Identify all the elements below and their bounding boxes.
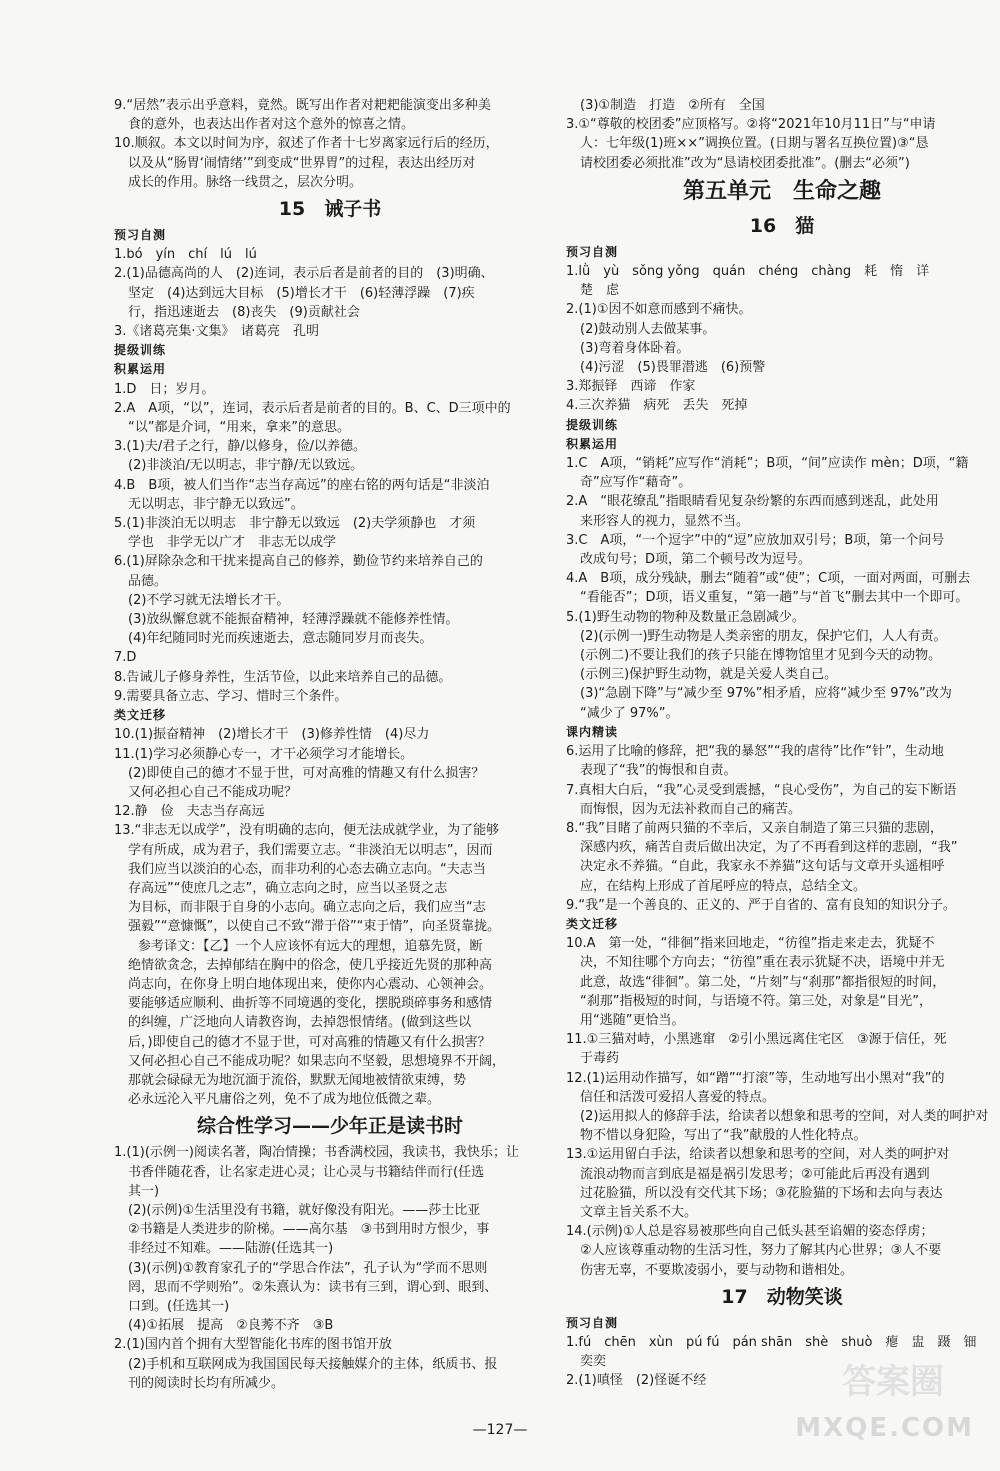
answer-line: 又何必担心自己不能成功呢？	[128, 784, 298, 800]
section-heading: 15 诫子书	[278, 198, 382, 221]
answer-line: 无以明志，非宁静无以致远”。	[128, 496, 304, 512]
answer-line: 3.C A项，“一个逗字”中的“逗”应放加双引号；B项，第一个问号	[566, 532, 945, 548]
answer-line: 我们应当以淡泊的心态，而非功利的心态去确立志向。“夫志当	[128, 861, 486, 877]
answer-line: 其一)	[128, 1183, 160, 1199]
answer-line: 行，指迅速逝去 (8)丧失 (9)贡献社会	[128, 304, 360, 320]
answer-line: 2.A A项，“以”，连词，表示后者是前者的目的。B、C、D三项中的	[114, 400, 511, 416]
answer-line: (4)污涩 (5)畏罪潜逃 (6)预警	[580, 360, 766, 376]
answer-line: 书香伴随花香，让名家走进心灵；让心灵与书籍结伴而行(任选	[128, 1164, 485, 1180]
answer-line: (2)运用拟人的修辞手法，给读者以想象和思考的空间，对人类的呵护对	[580, 1108, 989, 1124]
answer-line: 13.“非志无以成学”，没有明确的志向，便无法成就学业，为了能够	[114, 823, 500, 839]
answer-line: 10.(1)振奋精神 (2)增长才干 (3)修养性情 (4)尽力	[114, 727, 430, 743]
answer-line: (2)(示例)①生活里没有书籍，就好像没有阳光。——莎士比亚	[128, 1202, 481, 1218]
answer-line: 学也 非学无以广才 非志无以成学	[128, 535, 337, 551]
answer-line: 7.D	[114, 650, 137, 666]
watermark-logo: 答案圈	[842, 1362, 944, 1402]
answer-line: 信任和活泼可爱招人喜爱的特点。	[580, 1089, 776, 1105]
answer-line: 伤害无辜，不要欺凌弱小，要与动物和谐相处。	[580, 1262, 854, 1278]
answer-line: 学有所成，成为君子，我们需要立志。“非淡泊无以明志”，因而	[128, 842, 493, 858]
answer-line: 改成句号；D项，第二个顿号改为逗号。	[580, 552, 812, 568]
right-column	[566, 96, 998, 1391]
answer-line: 9.“居然”表示出乎意料，竟然。既写出作者对耙耙能演变出多种美	[114, 98, 491, 113]
answer-line: “减少了 97%”。	[580, 705, 679, 721]
answer-line: (3)“急剧下降”与“减少至 97%”相矛盾，应将“减少至 97%”改为	[580, 686, 952, 702]
answer-line: (2)非淡泊/无以明志，非宁静/无以致远。	[128, 458, 364, 474]
answer-line: 10.A 第一处，“徘徊”指来回地走，“彷徨”指走来走去，犹疑不	[566, 936, 935, 952]
answer-line: 奕奕	[580, 1354, 607, 1370]
answer-line: 坚定 (4)达到远大目标 (5)增长才干 (6)轻薄浮躁 (7)疾	[128, 285, 475, 301]
page-number: —127—	[472, 1422, 528, 1438]
answer-line: 后，)即使自己的德才不显于世，可对高雅的情趣又有什么损害？	[128, 1034, 491, 1050]
answer-line: 11.①三猫对峙，小黑逃窜 ②引小黑远离住宅区 ③源于信任，死	[566, 1032, 947, 1048]
answer-line: 3.(1)夫/君子之行，静/以修身，俭/以养德。	[114, 439, 366, 455]
answer-line: 2.(1)品德高尚的人 (2)连词，表示后者是前者的目的 (3)明确、	[114, 266, 494, 282]
answer-line: 人：七年级(1)班××”调换位置。(日期与署名互换位置)③“恳	[580, 136, 929, 152]
answer-line: 成长的作用。脉络一线贯之，层次分明。	[128, 174, 363, 190]
answer-line: 1.(1)(示例一)阅读名著，陶冶情操；书香满校园，我读书，我快乐；让	[114, 1145, 519, 1161]
answer-line: 物不惜以身犯险，写出了“我”献殷的人性化特点。	[580, 1128, 867, 1144]
answer-line: 1.C A项，“销耗”应写作“消耗”；B项，“间”应读作 mèn；D项，“籍	[566, 456, 969, 472]
answer-line: (2)不学习就无法增长才干。	[128, 592, 290, 608]
section-label: 课内精读	[566, 724, 619, 739]
answer-line: (2)鼓动别人去做某事。	[580, 321, 716, 337]
answer-line: 7.真相大白后，“我”心灵受到震撼，“良心受伤”，为自己的妄下断语	[566, 782, 957, 798]
answer-line: 1.D 日；岁月。	[114, 381, 215, 397]
answer-line: 12.(1)运用动作描写，如“蹭”“打滚”等，生动地写出小黑对“我”的	[566, 1070, 945, 1086]
answer-line: 6.(1)屏除杂念和干扰来提高自己的修养，勤俭节约来培养自己的	[114, 554, 483, 570]
answer-line: (2)(示例一)野生动物是人类亲密的朋友，保护它们，人人有责。	[580, 628, 947, 644]
answer-line: 罔，思而不学则殆”。②朱熹认为：读书有三到，谓心到、眼到、	[128, 1279, 498, 1295]
answer-line: (3)放纵懈怠就不能振奋精神，轻薄浮躁就不能修养性情。	[128, 612, 459, 628]
answer-line: 9.需要具备立志、学习、惜时三个条件。	[114, 688, 348, 704]
answer-line: 又何必担心自己不能成功呢？如果志向不坚毅，思想境界不开阔，	[128, 1053, 506, 1069]
answer-line: 于毒药	[580, 1051, 620, 1067]
answer-line: 强毅”“意慷慨”，以使自己不致“滞于俗”“束于情”，向圣贤靠拢。	[128, 919, 501, 935]
section-label: 积累运用	[114, 362, 167, 377]
answer-line: 1.lǜ yù sǒng yǒng quán chéng chàng 耗 惰 详	[566, 264, 930, 280]
answer-line: 13.①运用留白手法，给读者以想象和思考的空间，对人类的呵护对	[566, 1147, 950, 1163]
answer-line: (3)①制造 打造 ②所有 全国	[580, 98, 765, 113]
answer-line: 8.“我”目睹了前两只猫的不幸后，又亲自制造了第三只猫的悲剧，	[566, 820, 943, 836]
answer-line: 非经过不知难。——陆游(任选其一)	[128, 1241, 334, 1257]
answer-line: 表现了“我”的悔恨和自责。	[580, 763, 737, 779]
answer-line: (2)即使自己的德才不显于世，可对高雅的情趣又有什么损害？	[128, 765, 485, 781]
answer-line: 参考译文：【乙】一个人应该怀有远大的理想，追慕先贤，断	[138, 938, 483, 954]
answer-line: 2.(1)国内首个拥有大型智能化书库的图书馆开放	[114, 1337, 392, 1353]
answer-line: 4.三次养猫 病死 丢失 死掉	[566, 398, 748, 414]
answer-line: 奇”应写作“藉奇”。	[580, 475, 692, 491]
answer-line: (4)年纪随同时光而疾速逝去，意志随同岁月而丧失。	[128, 631, 433, 647]
answer-line: 必永远沦入平凡庸俗之列，免不了成为地位低微之辈。	[128, 1092, 441, 1108]
answer-line: 14.(示例)①人总是容易被那些向自己低头甚至谄媚的姿态俘虏；	[566, 1224, 934, 1240]
answer-line: (4)①拓展 提高 ②良莠不齐 ③B	[128, 1318, 334, 1334]
answer-line: 6.运用了比喻的修辞，把“我的暴怒”“我的虐待”比作“针”，生动地	[566, 744, 944, 760]
answer-line: (3)(示例)①教育家孔子的“学思合作法”，孔子认为“学而不思则	[128, 1260, 488, 1276]
section-label: 预习自测	[566, 1315, 619, 1330]
answer-line: “刹那”指极短的时间，与语境不符。第三处，对象是“目光”，	[580, 993, 932, 1009]
answer-line: 文章主旨关系不大。	[580, 1204, 698, 1220]
answer-line: 5.(1)野生动物的物种及数量正急剧减少。	[566, 609, 805, 625]
answer-line: (示例三)保护野生动物，就是关爱人类自己。	[580, 667, 838, 683]
answer-line: 过花脸猫，所以没有交代其下场；③花脸猫的下场和去向与表达	[580, 1185, 943, 1201]
answer-line: 的纠缠，广泛地向人请教咨询，去掉怨恨情绪。(做到这些以	[128, 1015, 472, 1031]
section-label: 类文迁移	[114, 708, 167, 723]
answer-line: 请校团委必须批准”改为“恳请校团委批准”。(删去“必须”)	[580, 155, 910, 171]
answer-line: (2)手机和互联网成为我国国民每天接触媒介的主体，纸质书、报	[128, 1356, 498, 1372]
answer-line: 品德。	[128, 573, 168, 589]
answer-line: 12.静 俭 夫志当存高远	[114, 804, 265, 820]
answer-line: 绝情欲贪念，去掉郁结在胸中的俗念，使几乎接近先贤的那种高	[128, 957, 493, 973]
section-label: 预习自测	[566, 244, 619, 259]
answer-line: 刊的阅读时长均有所减少。	[128, 1375, 285, 1391]
answer-line: 2.(1)嗔怪 (2)怪诞不经	[566, 1373, 707, 1389]
section-heading: 16 猫	[749, 214, 815, 237]
answer-line: 8.告诫儿子修身养性，生活节俭，以此来培养自己的品德。	[114, 669, 452, 685]
answer-line: 2.(1)①因不如意而感到不痛快。	[566, 302, 752, 318]
answer-line: 深感内疚，痛苦自责后做出决定，为了不再看到这样的悲剧，“我”	[580, 840, 958, 856]
answer-line: 4.B B项，被人们当作“志当存高远”的座右铭的两句话是“非淡泊	[114, 477, 490, 493]
answer-line: 来形容人的视力，显然不当。	[580, 513, 750, 529]
answer-line: 5.(1)非淡泊无以明志 非宁静无以致远 (2)夫学须静也 才须	[114, 516, 476, 532]
answer-line: 10.顺叙。本文以时间为序，叙述了作者十七岁离家远行后的经历，	[114, 136, 499, 152]
answer-line: 而悔恨，因为无法补救而自己的痛苦。	[580, 801, 802, 817]
answer-line: 存高远”“使庶几之志”，确立志向之时，应当以圣贤之志	[128, 880, 448, 896]
answer-line: 应，在结构上形成了首尾呼应的特点，总结全文。	[580, 878, 867, 894]
answer-line: 2.A “眼花缭乱”指眼睛看见复杂纷繁的东西而感到迷乱，此处用	[566, 494, 939, 510]
answer-line: 9.“我”是一个善良的、正义的、严于自省的、富有良知的知识分子。	[566, 897, 956, 913]
answer-line: 1.fú chēn xùn pú fú pán shān shè shuò 瘪 盅 蹑 钿	[566, 1334, 977, 1350]
section-label: 积累运用	[566, 436, 619, 451]
answer-line: 要能够适应顺利、曲折等不同境遇的变化，摆脱琐碎事务和感情	[128, 996, 493, 1012]
answer-line: 食的意外，也表达出作者对这个意外的惊喜之情。	[128, 117, 415, 133]
answer-line: 口到。(任选其一)	[128, 1298, 230, 1314]
answer-line: ②人应该尊重动物的生活习性，努力了解其内心世界；③人不要	[580, 1243, 942, 1259]
section-label: 提级训练	[114, 343, 167, 358]
answer-line: (示例二)不要让我们的孩子只能在博物馆里才见到今天的动物。	[580, 648, 942, 664]
answer-line: 尚志向，在你身上明白地体现出来，使你内心震动、心领神会。	[128, 976, 493, 992]
answer-line: “看能否”；D项，语义重复，“第一趟”与“首飞”删去其中一个即可。	[580, 590, 969, 606]
answer-line: 4.A B项，成分残缺，删去“随着”或“使”；C项，一面对两面，可删去	[566, 571, 971, 587]
section-label: 提级训练	[566, 417, 619, 432]
answer-line: 3.①“尊敬的校团委”应顶格写。②将“2021年10月11日”与“申请	[566, 117, 936, 133]
unit-title: 第五单元 生命之趣	[682, 178, 881, 204]
answer-line: 那就会碌碌无为地沉湎于流俗，默默无闻地被情欲束缚，势	[128, 1072, 467, 1088]
watermark-url: MXQE.COM	[795, 1413, 974, 1443]
answer-line: 决定永不养猫。“自此，我家永不养猫”这句话与文章开头遥相呼	[580, 859, 945, 875]
section-heading: 综合性学习——少年正是读书时	[196, 1115, 463, 1138]
section-label: 预习自测	[114, 228, 167, 243]
answer-line: “以”都是介词，“用来，拿来”的意思。	[128, 420, 350, 436]
answer-line: 楚 虑	[580, 283, 620, 299]
answer-line: 此意，故选“徘徊”。第二处，“片刻”与“刹那”都指很短的时间，	[580, 974, 946, 990]
left-column	[114, 96, 546, 1393]
answer-line: 决，不知往哪个方向去；“彷徨”重在表示犹疑不决，语境中并无	[580, 955, 945, 971]
answer-line: 以及从“肠胃‘闹情绪’”到变成“世界胃”的过程，表达出经历对	[128, 155, 476, 171]
section-heading: 17 动物笑谈	[721, 1285, 843, 1308]
answer-line: 3.郑振铎 西谛 作家	[566, 379, 696, 395]
answer-line: 用“逃随”更恰当。	[580, 1012, 685, 1028]
answer-line: 3.《诸葛亮集·文集》 诸葛亮 孔明	[114, 324, 320, 340]
answer-line: 为目标，而非限于自身的小志向。确立志向之后，我们应当“志	[128, 900, 486, 916]
answer-line: 1.bó yín chí lú lú	[114, 247, 257, 263]
answer-line: ②书籍是人类进步的阶梯。——高尔基 ③书到用时方恨少，事	[128, 1222, 490, 1238]
answer-line: 11.(1)学习必须静心专一，才干必须学习才能增长。	[114, 746, 414, 762]
answer-line: 流浪动物而言到底是福是祸引发思考；②可能此后再没有遇到	[580, 1166, 930, 1182]
section-label: 类文迁移	[566, 916, 619, 931]
answer-line: (3)弯着身体卧着。	[580, 340, 690, 356]
